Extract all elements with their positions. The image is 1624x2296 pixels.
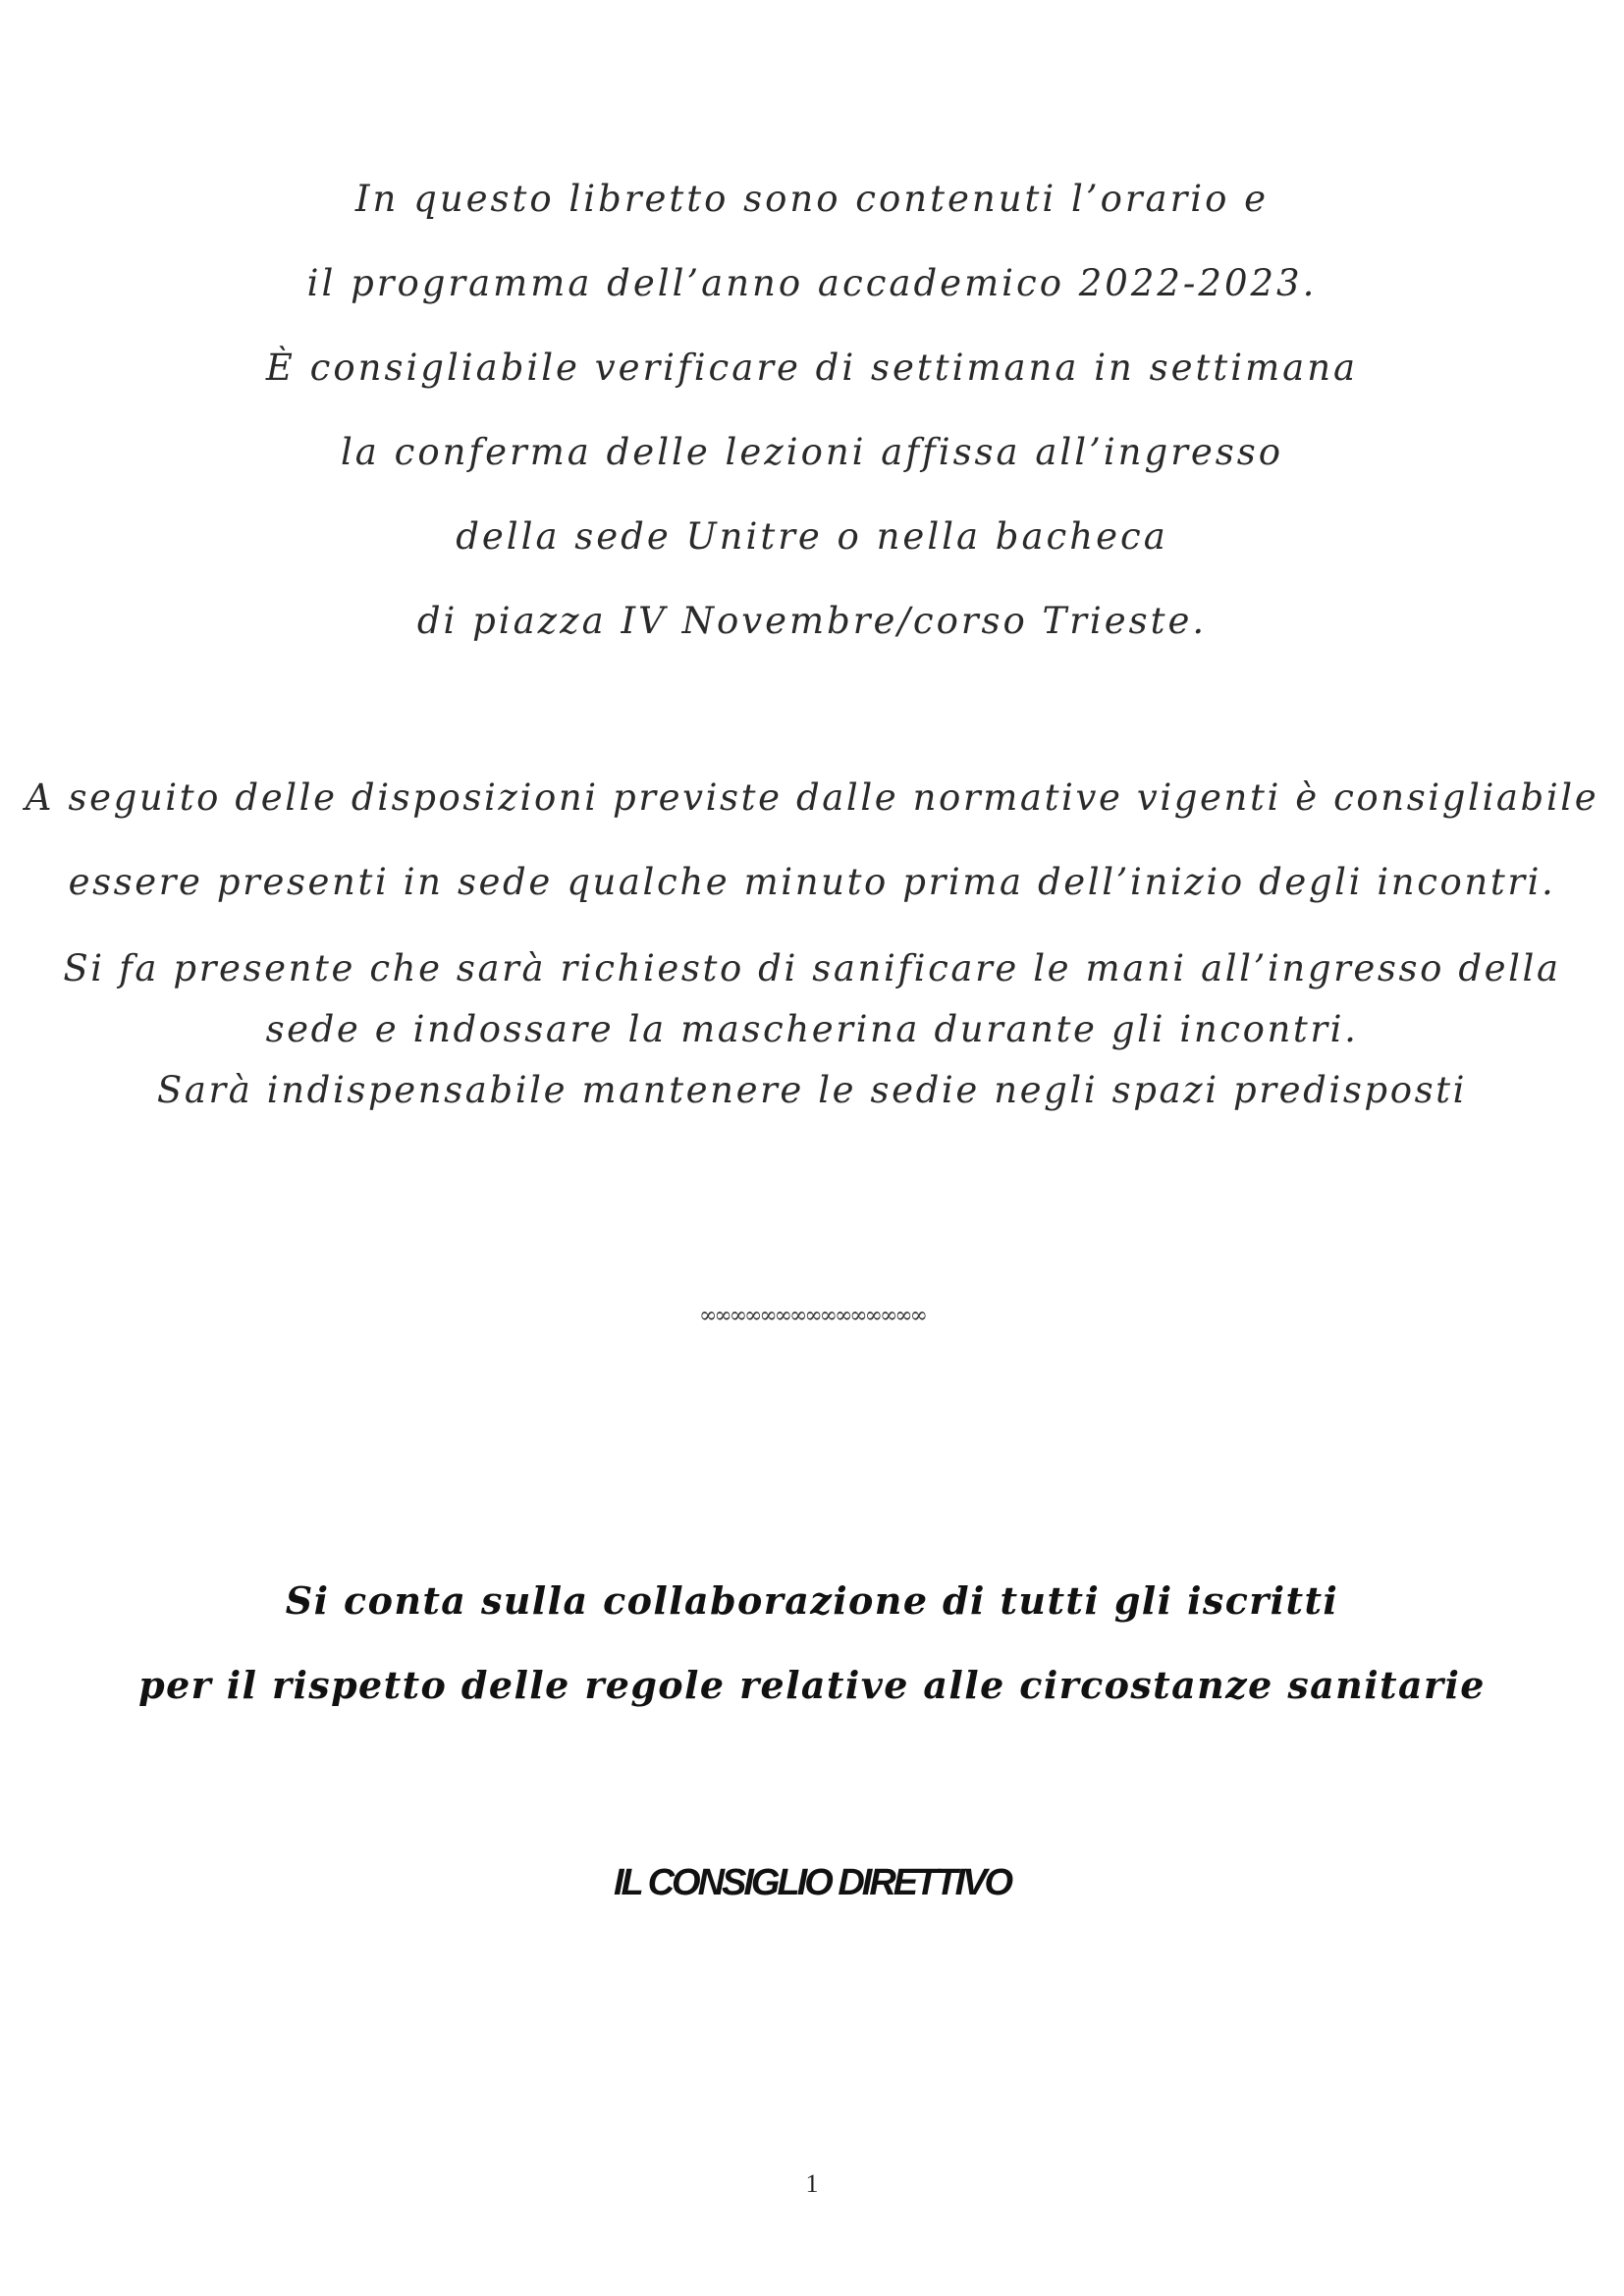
intro-line: il programma dell’anno accademico 2022-2023. <box>306 262 1318 304</box>
intro-line: In questo libretto sono contenuti l’orario e <box>354 178 1270 220</box>
page-number: 1 <box>805 2169 819 2198</box>
appeal-line: per il rispetto delle regole relative alle circostanze sanitarie <box>138 1663 1486 1707</box>
intro-line: di piazza IV Novembre/corso Trieste. <box>416 600 1208 642</box>
ornament-divider: ∞∞∞∞∞∞∞∞∞∞∞∞∞∞∞ <box>699 1304 925 1328</box>
appeal-line: Si conta sulla collaborazione di tutti gli iscritti <box>285 1578 1339 1623</box>
notice-line: Sarà indispensabile mantenere le sedie negli spazi predisposti <box>156 1069 1468 1111</box>
notice-line: essere presenti in sede qualche minuto prima dell’inizio degli incontri. <box>68 861 1556 903</box>
appeal-paragraph <box>0 1559 1624 1728</box>
notice-line: sede e indossare la mascherina durante gli incontri. <box>265 1008 1359 1050</box>
notice-line: A seguito delle disposizioni previste dalle normative vigenti è consigliabile <box>25 776 1599 819</box>
notice-paragraph <box>0 756 1624 1121</box>
intro-line: È consigliabile verificare di settimana in settimana <box>265 347 1359 389</box>
intro-line: della sede Unitre o nella bacheca <box>456 515 1168 558</box>
signature: IL CONSIGLIO DIRETTIVO <box>613 1862 1011 1903</box>
intro-line: la conferma delle lezioni affissa all’ingresso <box>340 431 1284 473</box>
notice-line: Si fa presente che sarà richiesto di sanificare le mani all’ingresso della <box>63 947 1561 989</box>
intro-paragraph <box>0 157 1624 664</box>
